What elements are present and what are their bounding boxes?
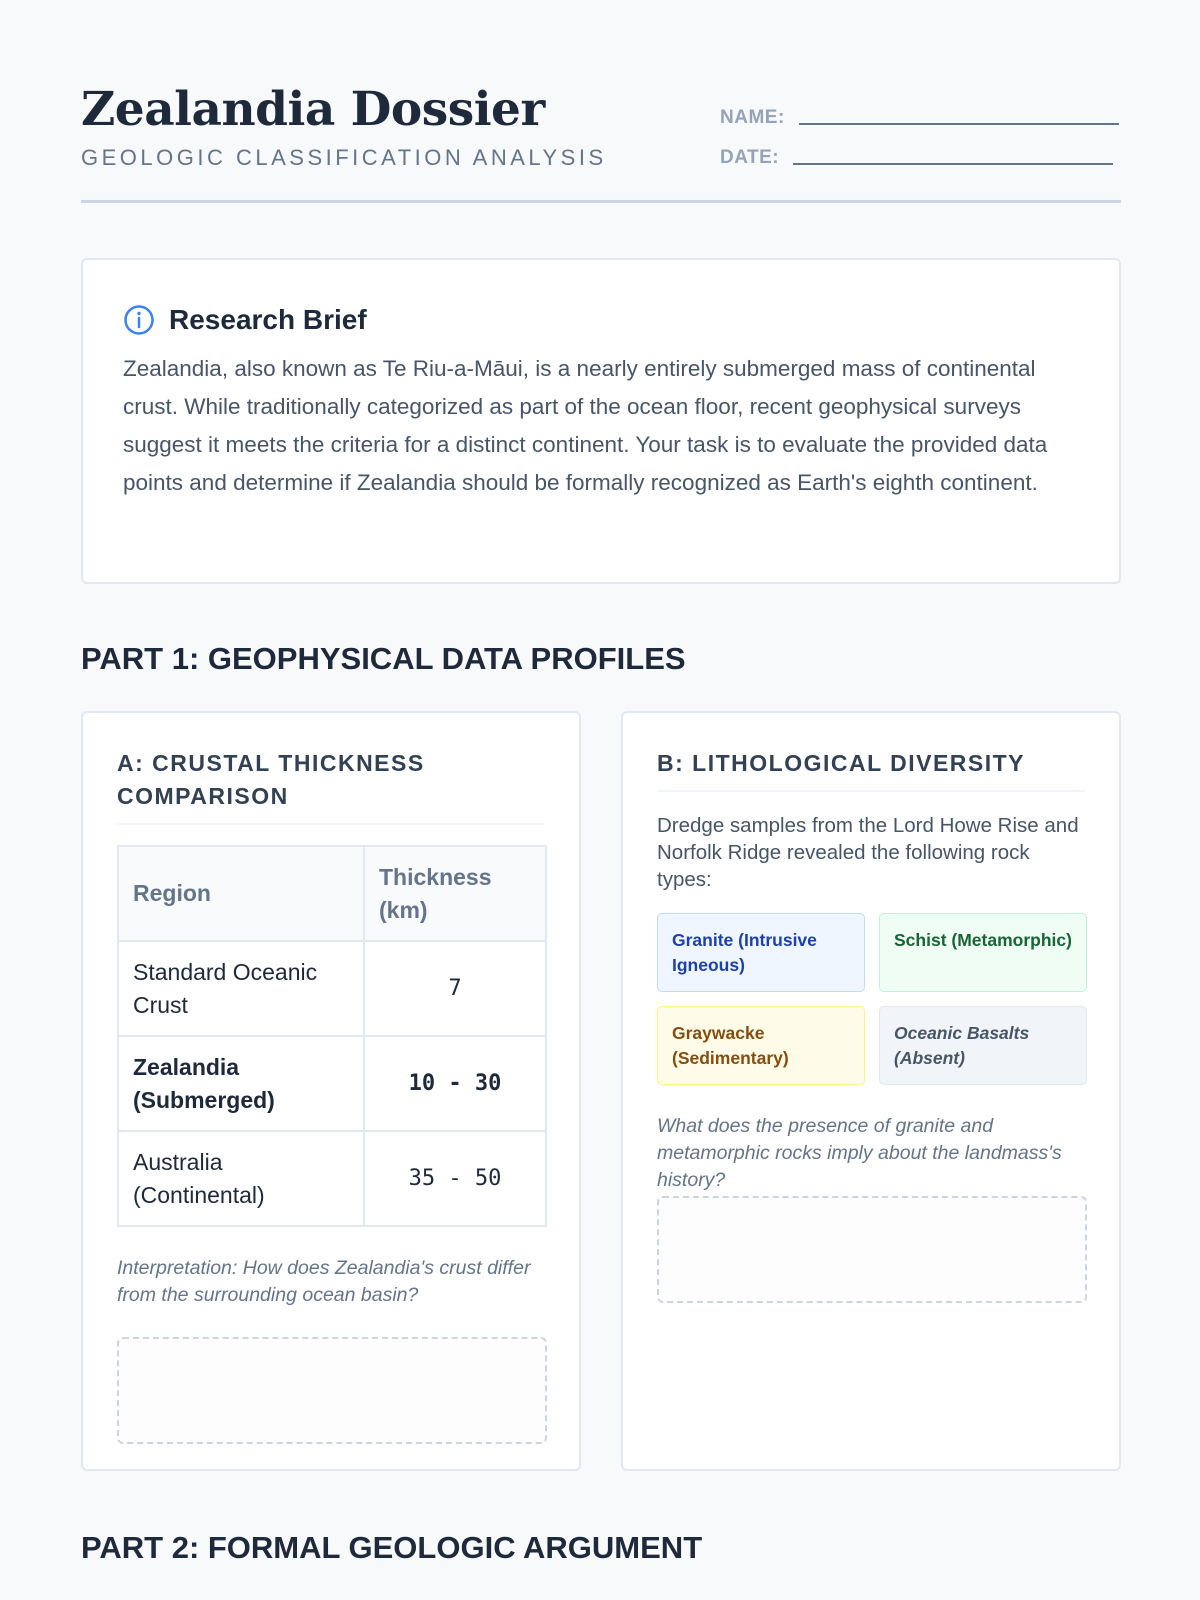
rock-tag-oceanic-basalts: Oceanic Basalts (Absent) — [879, 1006, 1087, 1085]
column-header-thickness: Thickness (km) — [364, 846, 546, 941]
info-icon — [123, 304, 155, 336]
lithological-diversity-card — [621, 711, 1121, 1471]
table-row — [118, 941, 546, 1036]
card-a-title: A: CRUSTAL THICKNESS COMPARISON — [117, 747, 545, 825]
rock-tag-graywacke: Graywacke (Sedimentary) — [657, 1006, 865, 1085]
card-b-description: Dredge samples from the Lord Howe Rise and Norfolk Ridge revealed the following rock types: — [657, 814, 1079, 891]
date-label: DATE: — [720, 147, 780, 168]
region-cell: Standard Oceanic Crust — [118, 941, 364, 1036]
name-field[interactable] — [720, 107, 1119, 129]
card-b-title: B: LITHOLOGICAL DIVERSITY — [657, 747, 1085, 792]
brief-text: Zealandia, also known as Te Riu-a-Māui, is a nearly entirely submerged mass of continental crust. While traditionally categorized as part of the ocean floor, recent geophysical surveys suggest it meets the criteria for a distinct continent. Your task is to evaluate the provided data points and determine if Zealandia should be formally recognized as Earth's eighth continent. — [123, 356, 1048, 495]
table-row — [118, 1131, 546, 1226]
thickness-cell: 35 - 50 — [364, 1131, 546, 1226]
part2-heading: PART 2: FORMAL GEOLOGIC ARGUMENT — [81, 1530, 703, 1565]
rock-tag-granite: Granite (Intrusive Igneous) — [657, 913, 865, 992]
rock-type-grid — [657, 913, 1085, 1085]
card-a-answer-box[interactable] — [117, 1337, 547, 1444]
thickness-cell: 7 — [364, 941, 546, 1036]
research-brief — [81, 258, 1121, 584]
region-cell: Zealandia (Submerged) — [118, 1036, 364, 1131]
page-title: Zealandia Dossier — [81, 82, 545, 137]
date-field[interactable] — [720, 147, 1113, 169]
thickness-cell: 10 - 30 — [364, 1036, 546, 1131]
thickness-table — [117, 845, 547, 1227]
region-cell: Australia (Continental) — [118, 1131, 364, 1226]
worksheet-page — [81, 0, 1121, 1565]
card-b-prompt: What does the presence of granite and metamorphic rocks imply about the landmass's history? — [657, 1115, 1062, 1191]
crustal-thickness-card — [81, 711, 581, 1471]
name-label: NAME: — [720, 107, 785, 128]
card-b-answer-box[interactable] — [657, 1196, 1087, 1303]
rock-tag-schist: Schist (Metamorphic) — [879, 913, 1087, 992]
page-subtitle: GEOLOGIC CLASSIFICATION ANALYSIS — [81, 145, 607, 170]
table-row-highlight — [118, 1036, 546, 1131]
card-a-prompt: Interpretation: How does Zealandia's crust differ from the surrounding ocean basin? — [117, 1257, 531, 1306]
date-line[interactable] — [793, 163, 1113, 165]
table-header-row — [118, 846, 546, 941]
column-header-region: Region — [118, 846, 364, 941]
part1-heading: PART 1: GEOPHYSICAL DATA PROFILES — [81, 641, 686, 676]
name-line[interactable] — [799, 123, 1119, 125]
brief-header — [123, 302, 1079, 338]
header — [81, 0, 1121, 203]
brief-title: Research Brief — [169, 304, 367, 335]
